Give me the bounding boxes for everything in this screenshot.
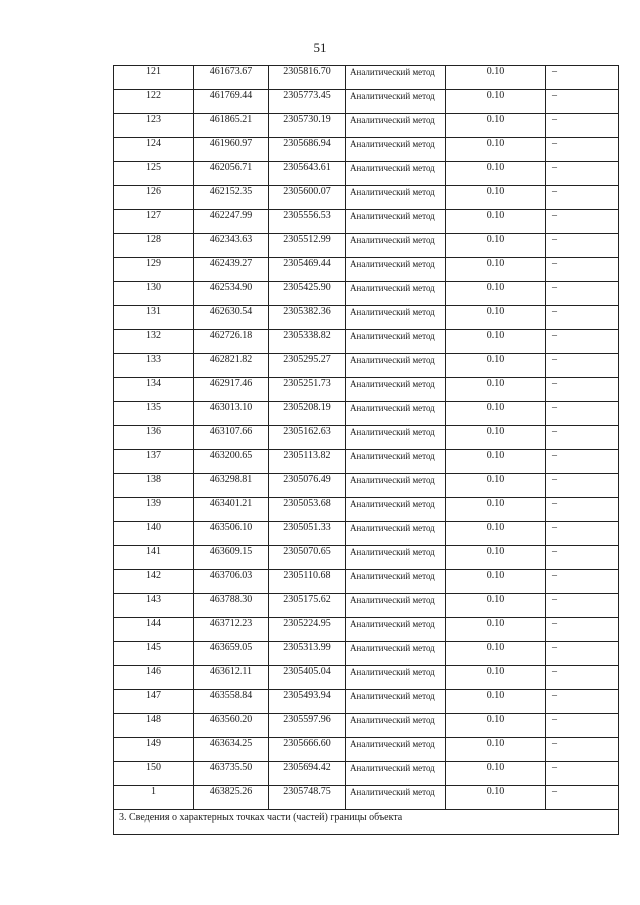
note-cell: – — [546, 522, 619, 546]
method-cell: Аналитический метод — [346, 474, 446, 498]
x-coordinate-cell: 463558.84 — [194, 690, 269, 714]
method-cell: Аналитический метод — [346, 282, 446, 306]
table-row — [114, 690, 619, 714]
y-coordinate-cell: 2305113.82 — [269, 450, 346, 474]
method-cell: Аналитический метод — [346, 570, 446, 594]
table-row — [114, 642, 619, 666]
method-cell: Аналитический метод — [346, 90, 446, 114]
y-coordinate-cell: 2305773.45 — [269, 90, 346, 114]
y-coordinate-cell: 2305070.65 — [269, 546, 346, 570]
point-number-cell: 136 — [114, 426, 194, 450]
table-row — [114, 498, 619, 522]
x-coordinate-cell: 463401.21 — [194, 498, 269, 522]
accuracy-cell: 0.10 — [446, 714, 546, 738]
note-cell: – — [546, 546, 619, 570]
note-cell: – — [546, 426, 619, 450]
note-cell: – — [546, 306, 619, 330]
point-number-cell: 126 — [114, 186, 194, 210]
method-cell: Аналитический метод — [346, 594, 446, 618]
note-cell: – — [546, 714, 619, 738]
accuracy-cell: 0.10 — [446, 522, 546, 546]
y-coordinate-cell: 2305748.75 — [269, 786, 346, 810]
method-cell: Аналитический метод — [346, 546, 446, 570]
table-row — [114, 546, 619, 570]
point-number-cell: 133 — [114, 354, 194, 378]
accuracy-cell: 0.10 — [446, 426, 546, 450]
table-row — [114, 66, 619, 90]
y-coordinate-cell: 2305175.62 — [269, 594, 346, 618]
point-number-cell: 149 — [114, 738, 194, 762]
point-number-cell: 146 — [114, 666, 194, 690]
note-cell: – — [546, 762, 619, 786]
accuracy-cell: 0.10 — [446, 306, 546, 330]
x-coordinate-cell: 462821.82 — [194, 354, 269, 378]
table-row — [114, 186, 619, 210]
note-cell: – — [546, 402, 619, 426]
x-coordinate-cell: 462534.90 — [194, 282, 269, 306]
y-coordinate-cell: 2305425.90 — [269, 282, 346, 306]
table-row — [114, 162, 619, 186]
x-coordinate-cell: 463712.23 — [194, 618, 269, 642]
point-number-cell: 147 — [114, 690, 194, 714]
accuracy-cell: 0.10 — [446, 642, 546, 666]
y-coordinate-cell: 2305600.07 — [269, 186, 346, 210]
table-row — [114, 378, 619, 402]
method-cell: Аналитический метод — [346, 378, 446, 402]
point-number-cell: 140 — [114, 522, 194, 546]
accuracy-cell: 0.10 — [446, 546, 546, 570]
point-number-cell: 130 — [114, 282, 194, 306]
accuracy-cell: 0.10 — [446, 186, 546, 210]
x-coordinate-cell: 461865.21 — [194, 114, 269, 138]
x-coordinate-cell: 462917.46 — [194, 378, 269, 402]
accuracy-cell: 0.10 — [446, 594, 546, 618]
x-coordinate-cell: 462726.18 — [194, 330, 269, 354]
accuracy-cell: 0.10 — [446, 234, 546, 258]
accuracy-cell: 0.10 — [446, 210, 546, 234]
method-cell: Аналитический метод — [346, 330, 446, 354]
accuracy-cell: 0.10 — [446, 474, 546, 498]
x-coordinate-cell: 461769.44 — [194, 90, 269, 114]
x-coordinate-cell: 462630.54 — [194, 306, 269, 330]
table-row — [114, 762, 619, 786]
accuracy-cell: 0.10 — [446, 690, 546, 714]
table-row — [114, 282, 619, 306]
method-cell: Аналитический метод — [346, 162, 446, 186]
method-cell: Аналитический метод — [346, 618, 446, 642]
table-row — [114, 402, 619, 426]
accuracy-cell: 0.10 — [446, 66, 546, 90]
y-coordinate-cell: 2305666.60 — [269, 738, 346, 762]
note-cell: – — [546, 330, 619, 354]
table-row — [114, 594, 619, 618]
accuracy-cell: 0.10 — [446, 450, 546, 474]
x-coordinate-cell: 463825.26 — [194, 786, 269, 810]
point-number-cell: 124 — [114, 138, 194, 162]
point-number-cell: 143 — [114, 594, 194, 618]
note-cell: – — [546, 66, 619, 90]
accuracy-cell: 0.10 — [446, 618, 546, 642]
note-cell: – — [546, 666, 619, 690]
method-cell: Аналитический метод — [346, 690, 446, 714]
table-row — [114, 114, 619, 138]
note-cell: – — [546, 498, 619, 522]
y-coordinate-cell: 2305512.99 — [269, 234, 346, 258]
point-number-cell: 122 — [114, 90, 194, 114]
table-row — [114, 138, 619, 162]
y-coordinate-cell: 2305162.63 — [269, 426, 346, 450]
method-cell: Аналитический метод — [346, 714, 446, 738]
table-row — [114, 306, 619, 330]
x-coordinate-cell: 463609.15 — [194, 546, 269, 570]
note-cell: – — [546, 114, 619, 138]
y-coordinate-cell: 2305816.70 — [269, 66, 346, 90]
point-number-cell: 148 — [114, 714, 194, 738]
point-number-cell: 138 — [114, 474, 194, 498]
note-cell: – — [546, 90, 619, 114]
note-cell: – — [546, 786, 619, 810]
y-coordinate-cell: 2305051.33 — [269, 522, 346, 546]
accuracy-cell: 0.10 — [446, 162, 546, 186]
y-coordinate-cell: 2305405.04 — [269, 666, 346, 690]
method-cell: Аналитический метод — [346, 426, 446, 450]
coordinates-table-body — [114, 66, 619, 810]
table-row — [114, 450, 619, 474]
y-coordinate-cell: 2305053.68 — [269, 498, 346, 522]
coordinates-table-container — [113, 65, 618, 835]
note-cell: – — [546, 378, 619, 402]
table-row — [114, 90, 619, 114]
x-coordinate-cell: 463298.81 — [194, 474, 269, 498]
method-cell: Аналитический метод — [346, 210, 446, 234]
accuracy-cell: 0.10 — [446, 786, 546, 810]
point-number-cell: 150 — [114, 762, 194, 786]
page-number: 51 — [313, 40, 327, 55]
x-coordinate-cell: 463506.10 — [194, 522, 269, 546]
accuracy-cell: 0.10 — [446, 666, 546, 690]
x-coordinate-cell: 463735.50 — [194, 762, 269, 786]
method-cell: Аналитический метод — [346, 666, 446, 690]
y-coordinate-cell: 2305251.73 — [269, 378, 346, 402]
x-coordinate-cell: 461673.67 — [194, 66, 269, 90]
x-coordinate-cell: 463107.66 — [194, 426, 269, 450]
table-row — [114, 666, 619, 690]
table-row — [114, 570, 619, 594]
method-cell: Аналитический метод — [346, 642, 446, 666]
note-cell: – — [546, 162, 619, 186]
coordinates-table — [113, 65, 619, 835]
table-row — [114, 354, 619, 378]
accuracy-cell: 0.10 — [446, 282, 546, 306]
y-coordinate-cell: 2305694.42 — [269, 762, 346, 786]
x-coordinate-cell: 463706.03 — [194, 570, 269, 594]
method-cell: Аналитический метод — [346, 762, 446, 786]
x-coordinate-cell: 462439.27 — [194, 258, 269, 282]
point-number-cell: 129 — [114, 258, 194, 282]
x-coordinate-cell: 463659.05 — [194, 642, 269, 666]
note-cell: – — [546, 594, 619, 618]
note-cell: – — [546, 234, 619, 258]
table-row — [114, 330, 619, 354]
point-number-cell: 1 — [114, 786, 194, 810]
x-coordinate-cell: 462056.71 — [194, 162, 269, 186]
note-cell: – — [546, 186, 619, 210]
note-cell: – — [546, 282, 619, 306]
table-row — [114, 522, 619, 546]
section-heading: 3. Сведения о характерных точках части (частей) границы объекта — [114, 810, 619, 835]
y-coordinate-cell: 2305208.19 — [269, 402, 346, 426]
method-cell: Аналитический метод — [346, 450, 446, 474]
table-row — [114, 258, 619, 282]
point-number-cell: 125 — [114, 162, 194, 186]
method-cell: Аналитический метод — [346, 138, 446, 162]
method-cell: Аналитический метод — [346, 498, 446, 522]
accuracy-cell: 0.10 — [446, 258, 546, 282]
method-cell: Аналитический метод — [346, 738, 446, 762]
accuracy-cell: 0.10 — [446, 402, 546, 426]
table-row — [114, 234, 619, 258]
x-coordinate-cell: 463560.20 — [194, 714, 269, 738]
table-row — [114, 474, 619, 498]
table-row — [114, 738, 619, 762]
accuracy-cell: 0.10 — [446, 498, 546, 522]
point-number-cell: 145 — [114, 642, 194, 666]
x-coordinate-cell: 462247.99 — [194, 210, 269, 234]
method-cell: Аналитический метод — [346, 114, 446, 138]
y-coordinate-cell: 2305469.44 — [269, 258, 346, 282]
note-cell: – — [546, 618, 619, 642]
method-cell: Аналитический метод — [346, 786, 446, 810]
y-coordinate-cell: 2305382.36 — [269, 306, 346, 330]
note-cell: – — [546, 138, 619, 162]
method-cell: Аналитический метод — [346, 402, 446, 426]
accuracy-cell: 0.10 — [446, 570, 546, 594]
point-number-cell: 137 — [114, 450, 194, 474]
y-coordinate-cell: 2305686.94 — [269, 138, 346, 162]
point-number-cell: 135 — [114, 402, 194, 426]
note-cell: – — [546, 570, 619, 594]
accuracy-cell: 0.10 — [446, 330, 546, 354]
method-cell: Аналитический метод — [346, 186, 446, 210]
point-number-cell: 144 — [114, 618, 194, 642]
point-number-cell: 132 — [114, 330, 194, 354]
method-cell: Аналитический метод — [346, 522, 446, 546]
point-number-cell: 139 — [114, 498, 194, 522]
note-cell: – — [546, 738, 619, 762]
y-coordinate-cell: 2305597.96 — [269, 714, 346, 738]
table-row — [114, 714, 619, 738]
section-heading-row — [114, 810, 619, 835]
point-number-cell: 121 — [114, 66, 194, 90]
point-number-cell: 131 — [114, 306, 194, 330]
point-number-cell: 127 — [114, 210, 194, 234]
note-cell: – — [546, 474, 619, 498]
x-coordinate-cell: 463612.11 — [194, 666, 269, 690]
accuracy-cell: 0.10 — [446, 138, 546, 162]
note-cell: – — [546, 258, 619, 282]
note-cell: – — [546, 450, 619, 474]
method-cell: Аналитический метод — [346, 354, 446, 378]
point-number-cell: 141 — [114, 546, 194, 570]
point-number-cell: 134 — [114, 378, 194, 402]
x-coordinate-cell: 463788.30 — [194, 594, 269, 618]
table-row — [114, 786, 619, 810]
y-coordinate-cell: 2305076.49 — [269, 474, 346, 498]
x-coordinate-cell: 463013.10 — [194, 402, 269, 426]
point-number-cell: 142 — [114, 570, 194, 594]
accuracy-cell: 0.10 — [446, 738, 546, 762]
x-coordinate-cell: 461960.97 — [194, 138, 269, 162]
y-coordinate-cell: 2305643.61 — [269, 162, 346, 186]
y-coordinate-cell: 2305493.94 — [269, 690, 346, 714]
method-cell: Аналитический метод — [346, 66, 446, 90]
accuracy-cell: 0.10 — [446, 90, 546, 114]
point-number-cell: 128 — [114, 234, 194, 258]
table-row — [114, 210, 619, 234]
note-cell: – — [546, 642, 619, 666]
accuracy-cell: 0.10 — [446, 762, 546, 786]
y-coordinate-cell: 2305338.82 — [269, 330, 346, 354]
y-coordinate-cell: 2305313.99 — [269, 642, 346, 666]
y-coordinate-cell: 2305224.95 — [269, 618, 346, 642]
y-coordinate-cell: 2305556.53 — [269, 210, 346, 234]
y-coordinate-cell: 2305110.68 — [269, 570, 346, 594]
table-row — [114, 426, 619, 450]
note-cell: – — [546, 210, 619, 234]
method-cell: Аналитический метод — [346, 306, 446, 330]
x-coordinate-cell: 463200.65 — [194, 450, 269, 474]
point-number-cell: 123 — [114, 114, 194, 138]
accuracy-cell: 0.10 — [446, 378, 546, 402]
x-coordinate-cell: 462152.35 — [194, 186, 269, 210]
accuracy-cell: 0.10 — [446, 354, 546, 378]
note-cell: – — [546, 690, 619, 714]
table-row — [114, 618, 619, 642]
x-coordinate-cell: 462343.63 — [194, 234, 269, 258]
accuracy-cell: 0.10 — [446, 114, 546, 138]
method-cell: Аналитический метод — [346, 258, 446, 282]
y-coordinate-cell: 2305730.19 — [269, 114, 346, 138]
method-cell: Аналитический метод — [346, 234, 446, 258]
y-coordinate-cell: 2305295.27 — [269, 354, 346, 378]
x-coordinate-cell: 463634.25 — [194, 738, 269, 762]
note-cell: – — [546, 354, 619, 378]
